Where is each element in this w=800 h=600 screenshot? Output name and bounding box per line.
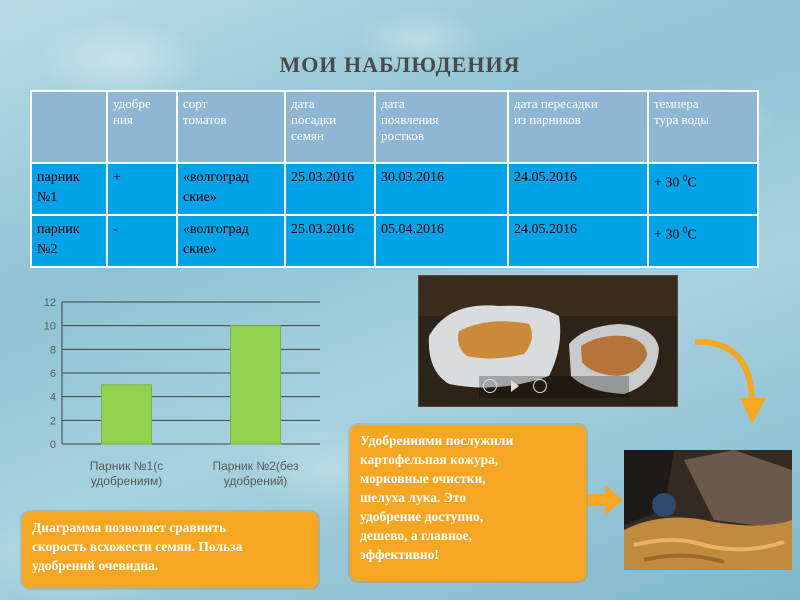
y-tick-label: 6	[49, 368, 56, 380]
cell-sowing-date: 25.03.2016	[285, 215, 375, 267]
header-sowing-date: дата посадки семян	[285, 91, 375, 163]
cell-sowing-date: 25.03.2016	[285, 163, 375, 215]
x-category-label: удобрениям)	[90, 474, 163, 488]
curved-arrow-icon	[690, 320, 770, 440]
table-row	[31, 215, 758, 267]
header-fertilizer: удобре ния	[107, 91, 177, 163]
chart-conclusion-note: Диаграмма позволяет сравнить скорость всхожести семян. Польза удобрений очевидна.	[22, 512, 318, 588]
header-transplant-date: дата пересадки из парников	[508, 91, 648, 163]
rewind-10-icon[interactable]	[483, 379, 497, 393]
cell-sprout-date: 30.03.2016	[375, 163, 508, 215]
cell-water-temp: + 30 $^0$С	[648, 163, 758, 215]
page-title: МОИ НАБЛЮДЕНИЯ	[279, 52, 521, 77]
cell-water-temp: + 30 $^0$С	[648, 215, 758, 267]
cell-fertilizer: +	[107, 163, 177, 215]
y-tick-label: 10	[43, 320, 56, 333]
header-variety: сорт томатов	[177, 91, 285, 163]
fertilizer-info-note: Удобрениями послужили картофельная кожура, морковные очистки, шелуха лука. Это удобрение доступно, дешево, а главное, эффективно!	[350, 425, 586, 581]
cell-variety: «волгоград ские»	[177, 163, 285, 215]
table-row	[31, 163, 758, 215]
vegetable-peels-image	[624, 450, 792, 570]
play-icon[interactable]	[511, 380, 519, 392]
fertilizer-photo-image	[419, 276, 677, 406]
cell-sprout-date: 05.04.2016	[375, 215, 508, 267]
cell-transplant-date: 24.05.2016	[508, 163, 648, 215]
header-sprout-date: дата появления ростков	[375, 91, 508, 163]
bar	[231, 326, 281, 444]
vegetable-peels-photo	[624, 450, 792, 570]
forward-10-icon[interactable]	[533, 379, 547, 393]
x-category-label: Парник №2(без	[212, 459, 299, 473]
y-tick-label: 4	[49, 391, 56, 404]
y-tick-label: 8	[49, 344, 56, 357]
row-name: парник №1	[31, 163, 107, 215]
header-empty	[31, 91, 107, 163]
header-water-temp: темпера тура воды	[648, 91, 758, 163]
table-header-row	[31, 91, 758, 163]
row-name: парник №2	[31, 215, 107, 267]
x-category-label: Парник №1(с	[89, 459, 164, 473]
cell-transplant-date: 24.05.2016	[508, 215, 648, 267]
observations-table	[30, 90, 759, 268]
y-tick-label: 12	[43, 297, 56, 309]
cell-fertilizer: -	[107, 215, 177, 267]
y-tick-label: 2	[49, 415, 56, 428]
germination-bar-chart	[20, 290, 340, 500]
y-tick-label: 0	[49, 439, 56, 451]
arrow-right-icon	[585, 483, 625, 517]
bar	[102, 385, 152, 444]
fertilizer-photo-video[interactable]	[418, 275, 678, 407]
cell-variety: «волгоград ские»	[177, 215, 285, 267]
x-category-label: удобрений)	[223, 474, 288, 488]
